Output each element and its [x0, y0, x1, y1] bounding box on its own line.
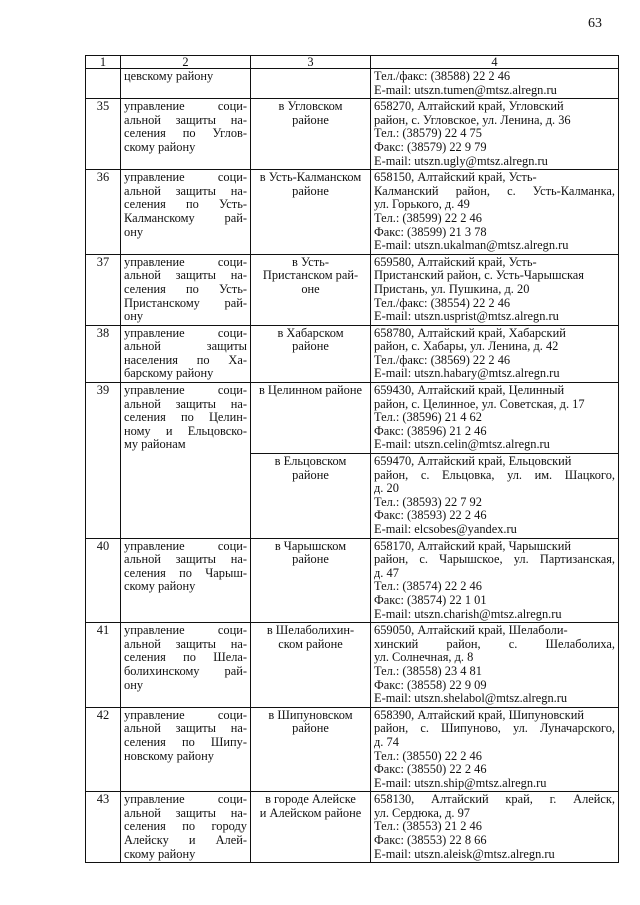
text-line: новскому району [124, 748, 214, 763]
text-line: Пристань, ул. Пушкина, д. 20 [374, 281, 530, 296]
text-line: хинский район, с. Шелаболиха, [374, 636, 615, 651]
row-number: 41 [86, 623, 121, 708]
text-line: селения по Углов- [124, 126, 247, 141]
text-line: район, с. Ельцовка, ул. им. Шацкого, [374, 467, 615, 482]
text-line: болихинскому рай- [124, 663, 247, 678]
text-line: E-mail: utszn.ukalman@mtsz.alregn.ru [374, 238, 569, 253]
contact-cell [371, 99, 619, 170]
text-line: ском районе [278, 636, 343, 651]
contact-cell [371, 325, 619, 382]
text-line: альной защиты на- [124, 721, 247, 736]
text-line: д. 74 [374, 734, 399, 749]
text-line: 659430, Алтайский край, Целинный [374, 383, 565, 398]
text-line: ону [124, 677, 144, 692]
text-line: цевскому району [124, 69, 214, 83]
text-line: оне [301, 281, 320, 296]
text-line: в Усть- [292, 254, 329, 269]
text-line: населения по Ха- [124, 352, 247, 367]
text-line: альной защиты [124, 339, 247, 354]
text-line: селения по Целин- [124, 410, 247, 425]
district-cell [251, 325, 371, 382]
text-line: ул. Горького, д. 49 [374, 197, 470, 212]
text-line: E-mail: utszn.celin@mtsz.alregn.ru [374, 437, 550, 452]
organization-cell [121, 538, 251, 623]
text-line: E-mail: utszn.aleisk@mtsz.alregn.ru [374, 846, 555, 861]
text-line: скому району [124, 579, 196, 594]
district-cell [251, 383, 371, 454]
header-row [86, 56, 619, 69]
text-line: Факс: (38574) 22 1 01 [374, 592, 487, 607]
text-line: Тел.: (38596) 21 4 62 [374, 410, 482, 425]
contact-cell [371, 538, 619, 623]
text-line: 658390, Алтайский край, Шипуновский [374, 707, 584, 722]
district-cell [251, 623, 371, 708]
text-line: ону [124, 309, 144, 324]
text-line: в Чарышском [274, 538, 347, 553]
table-row [86, 538, 619, 623]
text-line: район, с. Шипуново, ул. Луначарского, [374, 721, 615, 736]
text-line: 659470, Алтайский край, Ельцовский [374, 454, 572, 469]
organization-cell [121, 792, 251, 863]
text-line: E-mail: utszn.habary@mtsz.alregn.ru [374, 366, 560, 381]
text-line: Тел./факс: (38554) 22 2 46 [374, 295, 511, 310]
district-cell [251, 707, 371, 792]
text-line: E-mail: utszn.charish@mtsz.alregn.ru [374, 606, 562, 621]
text-line: барскому району [124, 366, 214, 381]
contact-cell [371, 383, 619, 454]
text-line: Факс: (38550) 22 2 46 [374, 762, 487, 777]
row-number: 43 [86, 792, 121, 863]
text-line: Тел.: (38550) 22 2 46 [374, 748, 482, 763]
text-line: Тел.: (38558) 23 4 81 [374, 663, 482, 678]
organization-cell [121, 383, 251, 539]
text-line: управление соци- [124, 99, 247, 114]
organization-cell [121, 325, 251, 382]
text-line: альной защиты на- [124, 268, 247, 283]
text-line: районе [292, 112, 329, 127]
row-number: 39 [86, 383, 121, 539]
text-line: селения по Шипу- [124, 734, 247, 749]
text-line: E-mail: utszn.ugly@mtsz.alregn.ru [374, 153, 548, 168]
text-line: альной защиты на- [124, 396, 247, 411]
text-line: ному и Ельцовско- [124, 423, 247, 438]
organization-cell [121, 170, 251, 255]
district-cell [251, 99, 371, 170]
text-line: в Хабарском [277, 325, 344, 340]
organization-cell [121, 99, 251, 170]
text-line: д. 47 [374, 565, 399, 580]
text-line: 658170, Алтайский край, Чарышский [374, 538, 572, 553]
contact-cell [371, 707, 619, 792]
contact-cell [371, 623, 619, 708]
table-row [86, 254, 619, 325]
text-line: селения по городу [124, 819, 247, 834]
text-line: ул. Сердюка, д. 97 [374, 805, 470, 820]
text-line: Факс: (38596) 21 2 46 [374, 423, 487, 438]
table-row [86, 69, 619, 99]
text-line: Тел./факс: (38569) 22 2 46 [374, 352, 511, 367]
text-line: районе [292, 721, 329, 736]
district-cell [251, 69, 371, 99]
text-line: районе [292, 183, 329, 198]
text-line: д. 20 [374, 481, 399, 496]
text-line: 659050, Алтайский край, Шелаболи- [374, 623, 568, 638]
table-row [86, 170, 619, 255]
text-line: Тел.: (38579) 22 4 75 [374, 126, 482, 141]
contact-cell [371, 454, 619, 539]
district-cell [251, 454, 371, 539]
text-line: E-mail: utszn.tumen@mtsz.alregn.ru [374, 82, 557, 97]
text-line: район, с. Хабары, ул. Ленина, д. 42 [374, 339, 559, 354]
text-line: селения по Усть- [124, 281, 247, 296]
contact-cell [371, 69, 619, 99]
text-line: Факс: (38599) 21 3 78 [374, 224, 487, 239]
table-row [86, 325, 619, 382]
text-line: 658270, Алтайский край, Угловский [374, 99, 564, 114]
text-line: E-mail: elcsobes@yandex.ru [374, 522, 517, 536]
text-line: 659580, Алтайский край, Усть- [374, 254, 537, 269]
table-row [86, 623, 619, 708]
text-line: в Целинном районе [258, 383, 363, 398]
row-number: 35 [86, 99, 121, 170]
text-line: Тел.: (38593) 22 7 92 [374, 494, 482, 509]
text-line: Факс: (38579) 22 9 79 [374, 139, 487, 154]
text-line: в городе Алейске [265, 792, 356, 807]
district-cell [251, 538, 371, 623]
text-line: Факс: (38553) 22 8 66 [374, 833, 487, 848]
text-line: Пристанском рай- [262, 268, 359, 283]
text-line: E-mail: utszn.shelabol@mtsz.alregn.ru [374, 691, 568, 706]
text-line: му районам [124, 437, 186, 452]
organization-cell [121, 707, 251, 792]
organization-cell [121, 69, 251, 99]
contact-cell [371, 792, 619, 863]
text-line: район, с. Чарышское, ул. Партизанская, [374, 552, 615, 567]
text-line: в Ельцовском [274, 454, 347, 469]
text-line: Пристанскому рай- [124, 295, 247, 310]
text-line: селения по Шела- [124, 650, 247, 665]
text-line: управление соци- [124, 325, 247, 340]
text-line: 658130, Алтайский край, г. Алейск, [374, 792, 615, 807]
row-number: 37 [86, 254, 121, 325]
text-line: в Шелаболихин- [266, 623, 355, 638]
organization-cell [121, 254, 251, 325]
text-line: Факс: (38558) 22 9 09 [374, 677, 487, 692]
text-line: ону [124, 224, 144, 239]
text-line: и Алейском районе [259, 805, 362, 820]
text-line: альной защиты на- [124, 552, 247, 567]
text-line: управление соци- [124, 254, 247, 269]
text-line: Тел./факс: (38588) 22 2 46 [374, 69, 511, 83]
text-line: район, с. Целинное, ул. Советская, д. 17 [374, 396, 585, 411]
table-row [86, 792, 619, 863]
text-line: 658150, Алтайский край, Усть- [374, 170, 537, 185]
text-line: в Усть-Калманском [259, 170, 362, 185]
row-number: 40 [86, 538, 121, 623]
text-line: Факс: (38593) 22 2 46 [374, 508, 487, 523]
text-line: управление соци- [124, 707, 247, 722]
row-number: 38 [86, 325, 121, 382]
text-line: управление соци- [124, 623, 247, 638]
text-line: альной защиты на- [124, 805, 247, 820]
row-number [86, 69, 121, 99]
text-line: E-mail: utszn.usprist@mtsz.alregn.ru [374, 309, 559, 324]
text-line: управление соци- [124, 383, 247, 398]
organization-cell [121, 623, 251, 708]
text-line: скому району [124, 846, 196, 861]
page-number: 63 [588, 16, 602, 31]
column-header: 1 [86, 56, 121, 69]
table-row [86, 99, 619, 170]
contact-cell [371, 170, 619, 255]
table-row [86, 707, 619, 792]
district-cell [251, 792, 371, 863]
text-line: управление соци- [124, 170, 247, 185]
text-line: E-mail: utszn.ship@mtsz.alregn.ru [374, 775, 547, 790]
district-cell [251, 254, 371, 325]
text-line: альной защиты на- [124, 636, 247, 651]
text-line: Калманский район, с. Усть-Калманка, [374, 183, 615, 198]
text-line: Тел.: (38599) 22 2 46 [374, 210, 482, 225]
contact-cell [371, 254, 619, 325]
text-line: район, с. Угловское, ул. Ленина, д. 36 [374, 112, 571, 127]
text-line: районе [292, 552, 329, 567]
text-line: в Шипуновском [268, 707, 353, 722]
text-line: скому району [124, 139, 196, 154]
column-header: 2 [121, 56, 251, 69]
text-line: селения по Чарыш- [124, 565, 247, 580]
text-line: управление соци- [124, 538, 247, 553]
text-line: ул. Солнечная, д. 8 [374, 650, 474, 665]
text-line: управление соци- [124, 792, 247, 807]
district-cell [251, 170, 371, 255]
text-line: Тел.: (38553) 21 2 46 [374, 819, 482, 834]
text-line: альной защиты на- [124, 183, 247, 198]
text-line: районе [292, 467, 329, 482]
text-line: в Угловском [278, 99, 343, 114]
text-line: селения по Усть- [124, 197, 247, 212]
column-header: 4 [371, 56, 619, 69]
text-line: Пристанский район, с. Усть-Чарышская [374, 268, 585, 283]
text-line: 658780, Алтайский край, Хабарский [374, 325, 566, 340]
text-line: районе [292, 339, 329, 354]
directory-table [85, 55, 619, 863]
table-row [86, 383, 619, 454]
row-number: 42 [86, 707, 121, 792]
row-number: 36 [86, 170, 121, 255]
text-line: Тел.: (38574) 22 2 46 [374, 579, 482, 594]
text-line: альной защиты на- [124, 112, 247, 127]
text-line: Калманскому рай- [124, 210, 247, 225]
column-header: 3 [251, 56, 371, 69]
text-line: Алейску и Алей- [124, 833, 247, 848]
